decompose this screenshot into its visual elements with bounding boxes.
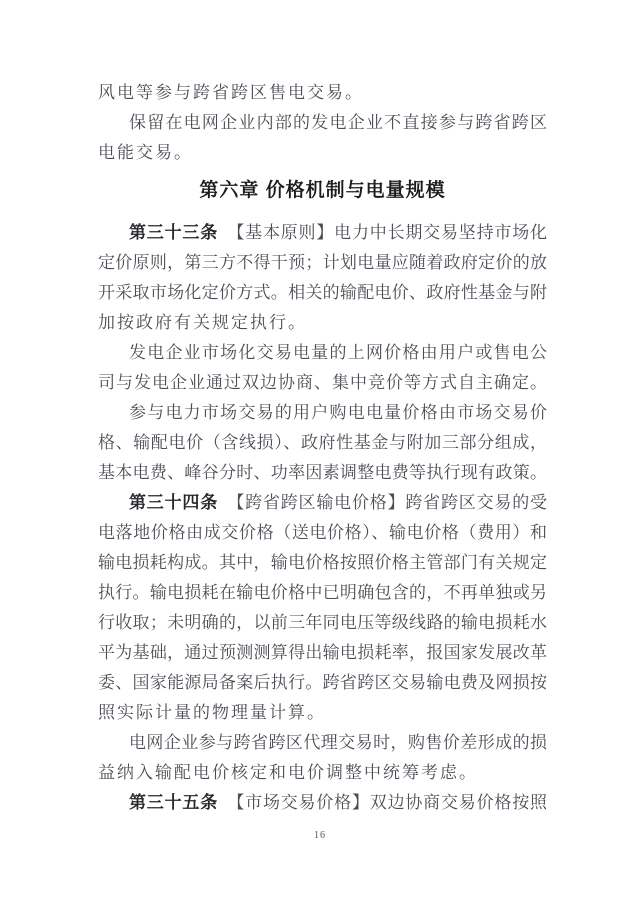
text-run: 基本电费、峰谷分时、功率因素调整电费等执行现有政策。	[98, 463, 547, 482]
text-run: 开采取市场化定价方式。相关的输配电价、政府性基金与附	[98, 283, 547, 302]
text-run: 委、国家能源局备案后执行。跨省跨区交易输电费及网损按	[98, 673, 547, 692]
bold-text-run: 第六章 价格机制与电量规模	[199, 180, 446, 201]
text-run: 照实际计量的物理量计算。	[98, 703, 326, 722]
text-line	[98, 548, 547, 578]
text-line	[98, 668, 547, 698]
text-run: 格、输配电价（含线损）、政府性基金与附加三部分组成，	[98, 433, 547, 452]
text-line	[98, 428, 547, 458]
text-line	[98, 518, 547, 548]
text-run: 【基本原则】电力中长期交易坚持市场化	[218, 223, 548, 242]
text-line	[98, 788, 547, 818]
text-run: 电网企业参与跨省跨区代理交易时，购售价差形成的损	[129, 733, 547, 752]
text-run: 定价原则，第三方不得干预；计划电量应随着政府定价的放	[98, 253, 547, 272]
bold-text-run: 第三十三条	[129, 223, 219, 242]
text-run: 加按政府有关规定执行。	[98, 313, 307, 332]
text-line	[98, 488, 547, 518]
text-line	[98, 138, 547, 168]
body-text	[98, 78, 547, 818]
text-run: 【跨省跨区输电价格】跨省跨区交易的受	[218, 493, 548, 512]
bold-text-run: 第三十四条	[129, 493, 219, 512]
text-line	[98, 338, 547, 368]
text-run: 平为基础，通过预测测算得出输电损耗率，报国家发展改革	[98, 643, 547, 662]
text-run: 保留在电网企业内部的发电企业不直接参与跨省跨区	[129, 113, 547, 132]
text-line	[98, 758, 547, 788]
bold-text-run: 第三十五条	[129, 793, 219, 812]
text-line	[98, 368, 547, 398]
text-line	[98, 638, 547, 668]
text-run: 电能交易。	[98, 143, 193, 162]
text-run: 参与电力市场交易的用户购电电量价格由市场交易价	[129, 403, 547, 422]
text-line	[98, 108, 547, 138]
text-line	[98, 78, 547, 108]
text-run: 司与发电企业通过双边协商、集中竞价等方式自主确定。	[98, 373, 547, 392]
text-line	[98, 728, 547, 758]
page-number: 16	[314, 830, 326, 841]
text-line	[98, 398, 547, 428]
text-line	[98, 308, 547, 338]
text-line	[98, 608, 547, 638]
text-run: 发电企业市场化交易电量的上网价格由用户或售电公	[129, 343, 547, 362]
text-run: 行收取；未明确的，以前三年同电压等级线路的输电损耗水	[98, 613, 547, 632]
text-run: 电落地价格由成交价格（送电价格）、输电价格（费用）和	[98, 523, 547, 542]
text-run: 【市场交易价格】双边协商交易价格按照	[218, 793, 548, 812]
text-run: 益纳入输配电价核定和电价调整中统筹考虑。	[98, 763, 478, 782]
text-line	[98, 248, 547, 278]
text-line	[98, 278, 547, 308]
section-heading	[98, 174, 547, 208]
text-line	[98, 578, 547, 608]
text-run: 输电损耗构成。其中，输电价格按照价格主管部门有关规定	[98, 553, 547, 572]
text-run: 风电等参与跨省跨区售电交易。	[98, 83, 364, 102]
text-line	[98, 458, 547, 488]
text-line	[98, 218, 547, 248]
text-line	[98, 698, 547, 728]
text-run: 执行。输电损耗在输电价格中已明确包含的，不再单独或另	[98, 583, 547, 602]
